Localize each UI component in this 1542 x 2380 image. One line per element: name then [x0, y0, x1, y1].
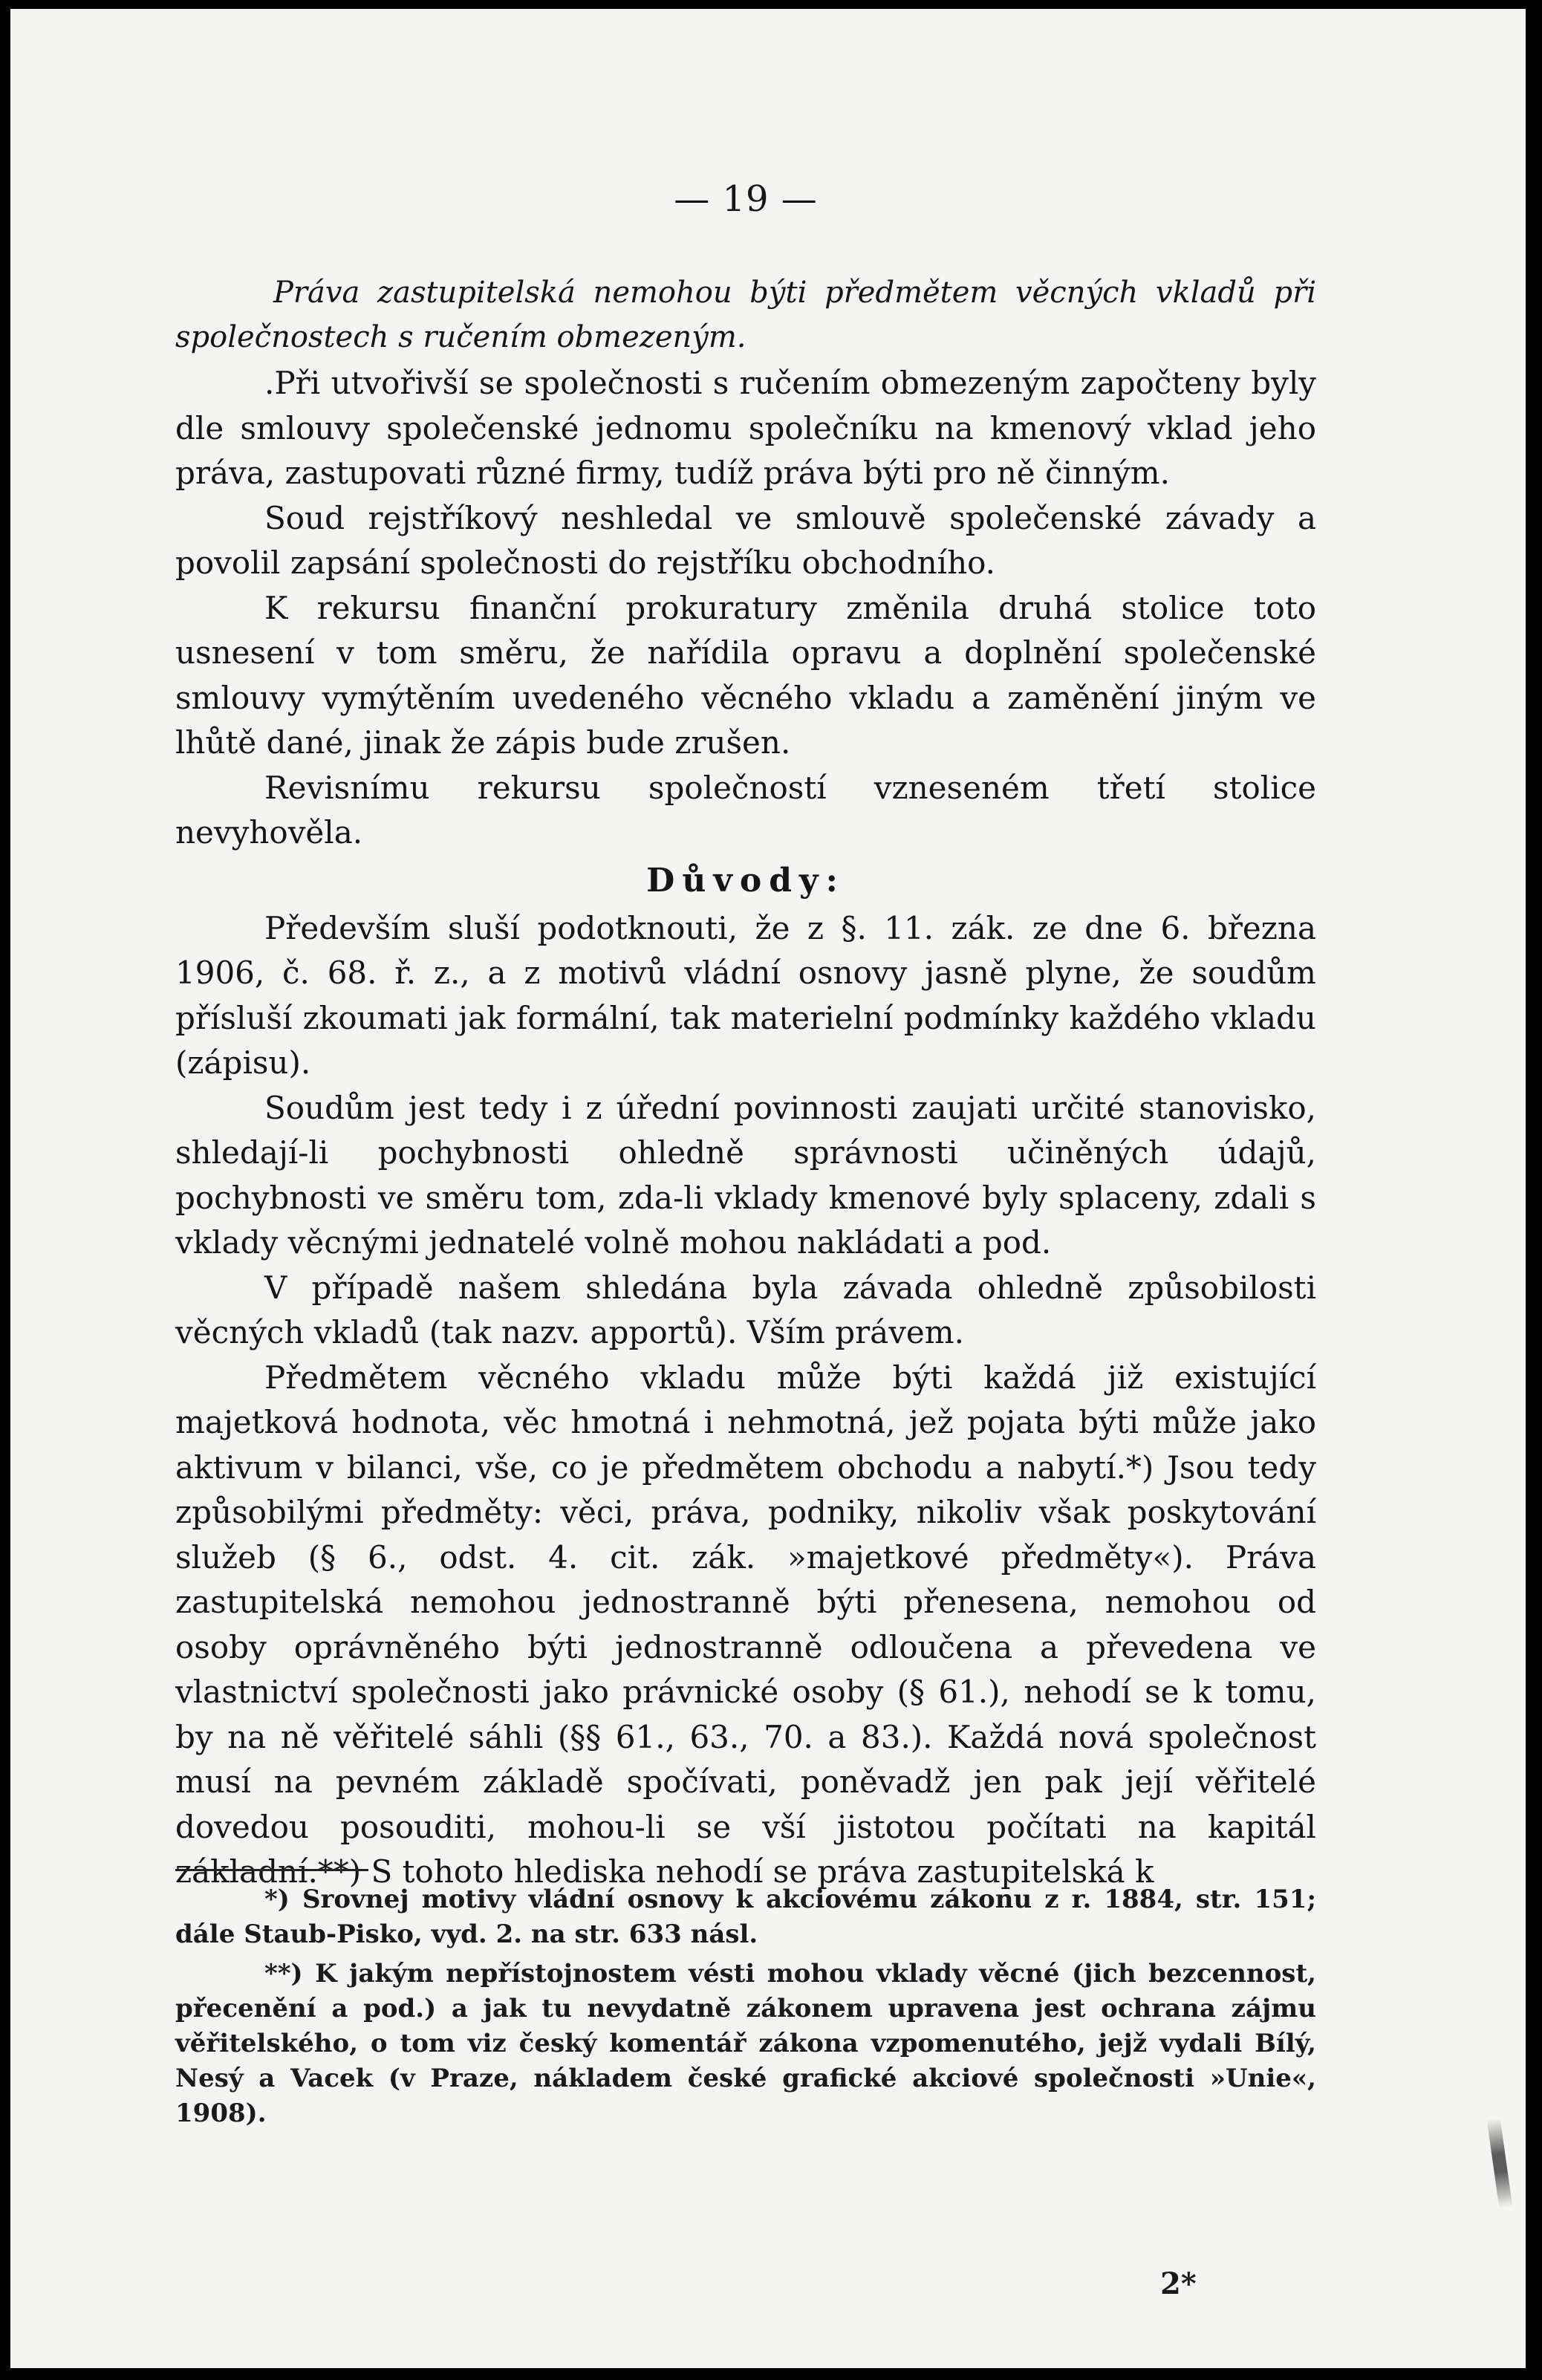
paragraph-reason-3: V případě našem shledána byla závada ohledně způsobilosti věcných vkladů (tak nazv. apportů). Vším právem. — [175, 1269, 1316, 1350]
footnote-2: **) K jakým nepřístojnostem vésti mohou vklady věcné (jich bezcennost, přecenění a pod.) a jak tu nevydatně zákonem upravena jest ochrana zájmu věřitelského, o tom viz český komentář zákona vzpomenutého, jejž vydali Bílý, Nesý a Vacek (v Praze, nákladem české grafické akciové společnosti »Unie«, 1908). — [175, 1959, 1316, 2128]
paragraph-facts-2: Soud rejstříkový neshledal ve smlouvě společenské závady a povolil zapsání společnosti do rejstříku obchodního. — [175, 499, 1316, 581]
case-subheading: Práva zastupitelská nemohou býti předmětem věcných vkladů při společnostech s ručením obmezeným. — [175, 276, 1316, 354]
page-number: — 19 — — [674, 178, 818, 220]
document-page — [10, 9, 1526, 2368]
footnotes — [175, 1882, 1316, 2136]
paragraph-reason-2: Soudům jest tedy i z úřední povinnosti zaujati určité stanovisko, shledají-li pochybnosti ohledně správnosti učiněných údajů, pochybnosti ve směru tom, zda-li vklady kmenové byly splaceny, zdali s vklady věcnými jednatelé volně mohou nakládati a pod. — [175, 1089, 1316, 1261]
paragraph-facts-1: .Při utvořivší se společnosti s ručením obmezeným započteny byly dle smlouvy společenské jednomu společníku na kmenový vklad jeho práva, zastupovati různé firmy, tudíž práva býti pro ně činným. — [175, 365, 1316, 491]
paragraph-reason-1: Především sluší podotknouti, že z §. 11. zák. ze dne 6. března 1906, č. 68. ř. z., a z motivů vládní osnovy jasně plyne, že soudům přísluší zkoumati jak formální, tak materielní podmínky každého vkladu (zápisu). — [175, 909, 1316, 1081]
paragraph-facts-3: K rekursu finanční prokuratury změnila druhá stolice toto usnesení v tom směru, že nařídila opravu a doplnění společenské smlouvy vymýtěním uvedeného věcného vkladu a zaměnění jiným ve lhůtě dané, jinak že zápis bude zrušen. — [175, 589, 1316, 761]
footnote-1: *) Srovnej motivy vládní osnovy k akciovému zákonu z r. 1884, str. 151; dále Staub-Pisko, vyd. 2. na str. 633 násl. — [175, 1885, 1316, 1949]
body-text — [175, 361, 1316, 1895]
signature-mark: 2* — [1160, 2266, 1197, 2301]
footnote-divider — [175, 1869, 368, 1871]
paragraph-reason-4: Předmětem věcného vkladu může býti každá již existující majetková hodnota, věc hmotná i nehmotná, jež pojata býti může jako aktivum v bilanci, vše, co je předmětem obchodu a nabytí.*) Jsou tedy způsobilými předměty: věci, práva, podniky, nikoliv však poskytování služeb (§ 6., odst. 4. cit. zák. »majetkové předměty«). Práva zastupitelská nemohou jednostranně býti přenesena, nemohou od osoby oprávněného býti jednostranně odloučena a převedena ve vlastnictví společnosti jako právnické osoby (§ 61.), nehodí se k tomu, by na ně věřitelé sáhli (§§ 61., 63., 70. a 83.). Každá nová společnost musí na pevném základě spočívati, poněvadž jen pak její věřitelé dovedou posouditi, mohou-li se vší jistotou počítati na kapitál základní.**) S tohoto hlediska nehodí se práva zastupitelská k — [175, 1359, 1316, 1890]
page-edge-mark — [1487, 2118, 1513, 2208]
section-heading-reasons: Důvody: — [646, 861, 845, 900]
paragraph-facts-4: Revisnímu rekursu společností vzneseném třetí stolice nevyhověla. — [175, 769, 1316, 851]
